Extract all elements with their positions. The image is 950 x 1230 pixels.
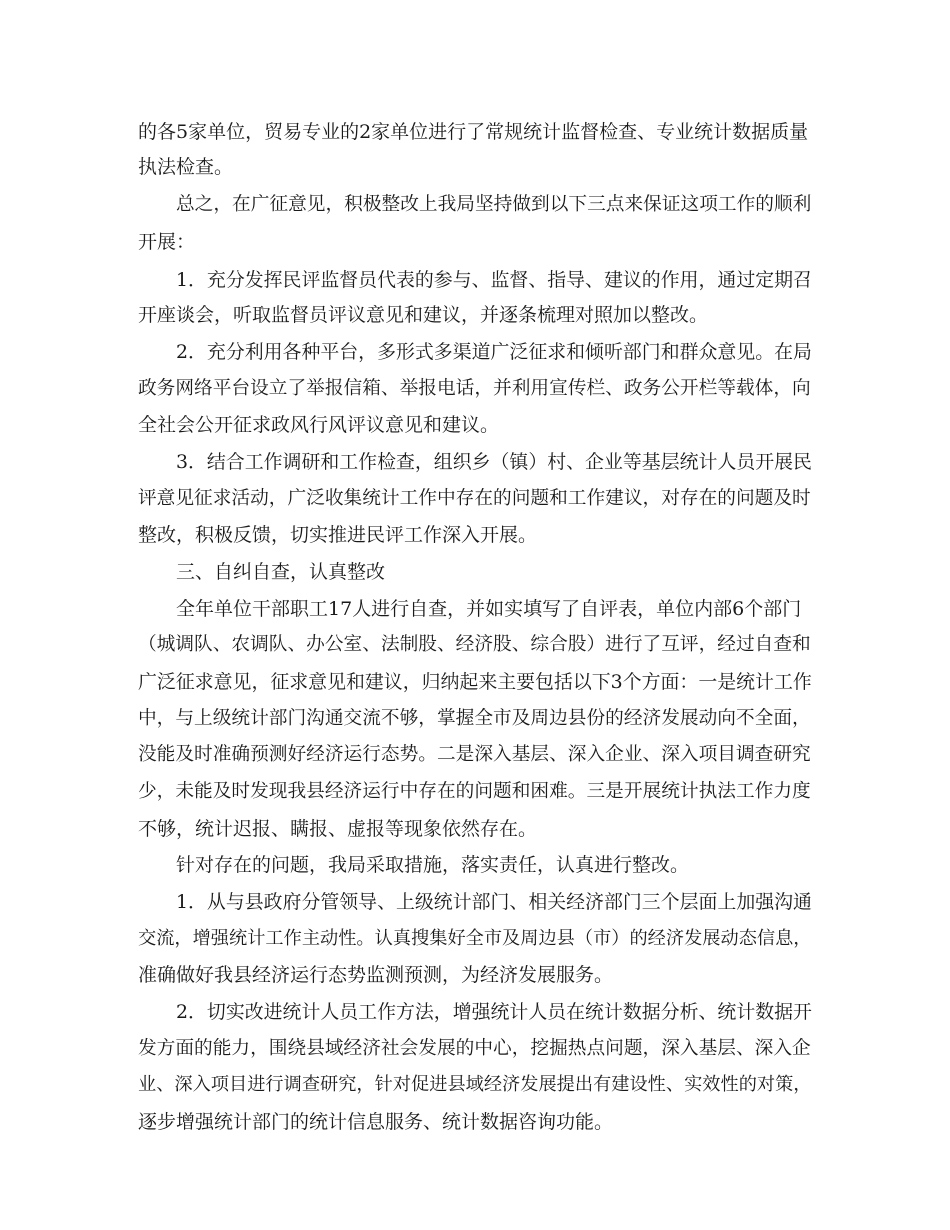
- text-line: 3．结合工作调研和工作检查，组织乡（镇）村、企业等基层统计人员开展民: [176, 451, 812, 473]
- text-line: （城调队、农调队、办公室、法制股、经济股、综合股）进行了互评，经过自查和: [138, 634, 811, 655]
- text-line: 1．充分发挥民评监督员代表的参与、监督、指导、建议的作用，通过定期召: [176, 269, 812, 291]
- text-line: 全年单位干部职工17人进行自查，并如实填写了自评表，单位内部6个部门: [176, 598, 802, 620]
- text-line: 业、深入项目进行调查研究，针对促进县域经济发展提出有建设性、实效性的对策，: [138, 1074, 812, 1095]
- text-line: 开座谈会，听取监督员评议意见和建议，并逐条梳理对照加以整改。: [138, 304, 709, 326]
- text-line: 全社会公开征求政风行风评议意见和建议。: [138, 414, 500, 436]
- text-line: 开展：: [138, 231, 196, 253]
- text-line: 准确做好我县经济运行态势监测预测，为经济发展服务。: [138, 964, 614, 986]
- text-line: 整改，积极反馈，切实推进民评工作深入开展。: [138, 524, 538, 546]
- text-line: 少，未能及时发现我县经济运行中存在的问题和困难。三是开展统计执法工作力度: [138, 781, 811, 802]
- text-line: 总之，在广征意见，积极整改上我局坚持做到以下三点来保证这项工作的顺利: [176, 194, 812, 215]
- text-line: 2．充分利用各种平台，多形式多渠道广泛征求和倾听部门和群众意见。在局: [176, 341, 812, 363]
- section-heading: 三、自纠自查，认真整改: [176, 561, 386, 583]
- text-line: 不够，统计迟报、瞒报、虚报等现象依然存在。: [138, 818, 538, 840]
- text-line: 逐步增强统计部门的统计信息服务、统计数据咨询功能。: [138, 1111, 614, 1133]
- text-line: 中，与上级统计部门沟通交流不够，掌握全市及周边县份的经济发展动向不全面，: [138, 708, 811, 729]
- text-line: 没能及时准确预测好经济运行态势。二是深入基层、深入企业、深入项目调查研究: [138, 744, 811, 765]
- text-line: 政务网络平台设立了举报信箱、举报电话，并利用宣传栏、政务公开栏等载体，向: [138, 378, 811, 399]
- text-line: 广泛征求意见，征求意见和建议，归纳起来主要包括以下3个方面：一是统计工作: [138, 671, 812, 693]
- text-line: 发方面的能力，围绕县域经济社会发展的中心，挖掘热点问题，深入基层、深入企: [138, 1038, 811, 1059]
- text-line: 交流，增强统计工作主动性。认真搜集好全市及周边县（市）的经济发展动态信息，: [138, 928, 812, 949]
- text-line: 评意见征求活动，广泛收集统计工作中存在的问题和工作建议，对存在的问题及时: [138, 488, 811, 509]
- text-line: 针对存在的问题，我局采取措施，落实责任，认真进行整改。: [176, 854, 690, 876]
- text-line: 的各5家单位，贸易专业的2家单位进行了常规统计监督检查、专业统计数据质量: [138, 121, 809, 143]
- text-line: 执法检查。: [138, 156, 234, 178]
- text-line: 1．从与县政府分管领导、上级统计部门、相关经济部门三个层面上加强沟通: [176, 891, 812, 913]
- text-line: 2．切实改进统计人员工作方法，增强统计人员在统计数据分析、统计数据开: [176, 1001, 812, 1023]
